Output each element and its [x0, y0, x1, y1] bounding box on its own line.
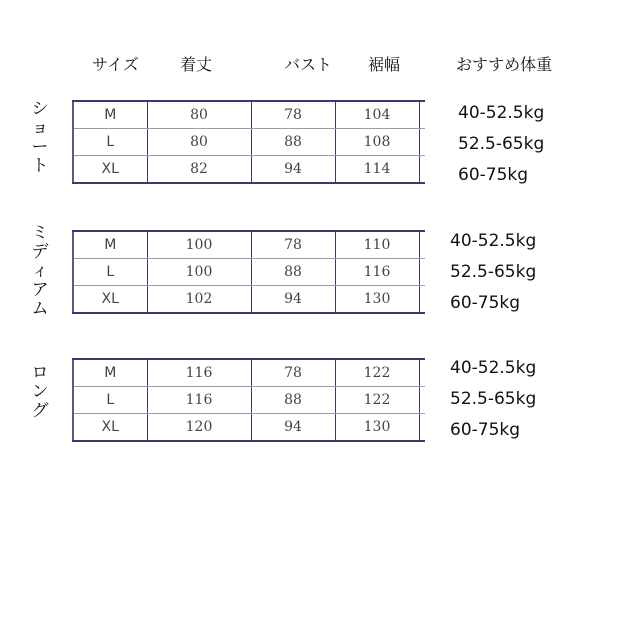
table-row: [73, 101, 425, 129]
size-cell: M: [73, 101, 147, 129]
hem-cell: 114: [335, 156, 419, 184]
bust-cell: 94: [251, 156, 335, 184]
length-cell: 102: [147, 286, 251, 314]
table-row: [73, 359, 425, 387]
edge-cell: [419, 101, 425, 129]
edge-cell: [419, 359, 425, 387]
bust-cell: 88: [251, 387, 335, 414]
table-row: [73, 156, 425, 184]
length-cell: 116: [147, 387, 251, 414]
size-cell: XL: [73, 414, 147, 442]
weight-value: 52.5-65kg: [450, 389, 537, 409]
size-table-long: [72, 358, 425, 442]
length-cell: 80: [147, 129, 251, 156]
bust-cell: 78: [251, 101, 335, 129]
hem-cell: 122: [335, 359, 419, 387]
length-cell: 80: [147, 101, 251, 129]
length-cell: 100: [147, 231, 251, 259]
length-cell: 82: [147, 156, 251, 184]
table-row: [73, 387, 425, 414]
bust-cell: 88: [251, 259, 335, 286]
length-cell: 120: [147, 414, 251, 442]
edge-cell: [419, 231, 425, 259]
size-cell: M: [73, 231, 147, 259]
size-cell: M: [73, 359, 147, 387]
size-cell: XL: [73, 286, 147, 314]
group-label-long: ロ ン グ: [31, 363, 49, 421]
edge-cell: [419, 286, 425, 314]
bust-cell: 78: [251, 359, 335, 387]
weight-value: 60-75kg: [458, 165, 529, 185]
hem-cell: 122: [335, 387, 419, 414]
weight-value: 52.5-65kg: [450, 262, 537, 282]
group-label-medium: ミ デ ィ ア ム: [31, 223, 49, 319]
header-length: 着丈: [180, 55, 213, 74]
length-cell: 100: [147, 259, 251, 286]
edge-cell: [419, 129, 425, 156]
size-cell: L: [73, 387, 147, 414]
bust-cell: 94: [251, 414, 335, 442]
edge-cell: [419, 414, 425, 442]
size-cell: L: [73, 259, 147, 286]
group-label-short: シ ョ ー ト: [31, 99, 49, 176]
size-cell: L: [73, 129, 147, 156]
hem-cell: 130: [335, 414, 419, 442]
hem-cell: 130: [335, 286, 419, 314]
table-row: [73, 414, 425, 442]
edge-cell: [419, 259, 425, 286]
weight-value: 60-75kg: [450, 293, 521, 313]
weight-value: 52.5-65kg: [458, 134, 545, 154]
size-cell: XL: [73, 156, 147, 184]
header-weight: おすすめ体重: [456, 55, 553, 74]
weights-long: [450, 353, 536, 446]
table-row: [73, 129, 425, 156]
table-row: [73, 259, 425, 286]
table-row: [73, 231, 425, 259]
edge-cell: [419, 387, 425, 414]
bust-cell: 88: [251, 129, 335, 156]
weights-medium: [450, 226, 536, 319]
hem-cell: 108: [335, 129, 419, 156]
bust-cell: 94: [251, 286, 335, 314]
length-cell: 116: [147, 359, 251, 387]
hem-cell: 110: [335, 231, 419, 259]
edge-cell: [419, 156, 425, 184]
hem-cell: 104: [335, 101, 419, 129]
header-bust: バスト: [284, 55, 333, 74]
header-hem: 裾幅: [368, 55, 401, 74]
weight-value: 60-75kg: [450, 420, 521, 440]
header-size: サイズ: [92, 55, 139, 74]
hem-cell: 116: [335, 259, 419, 286]
weight-value: 40-52.5kg: [458, 103, 545, 123]
bust-cell: 78: [251, 231, 335, 259]
size-table-short: [72, 100, 425, 184]
weights-short: [458, 98, 544, 191]
weight-value: 40-52.5kg: [450, 358, 537, 378]
table-row: [73, 286, 425, 314]
weight-value: 40-52.5kg: [450, 231, 537, 251]
size-table-medium: [72, 230, 425, 314]
